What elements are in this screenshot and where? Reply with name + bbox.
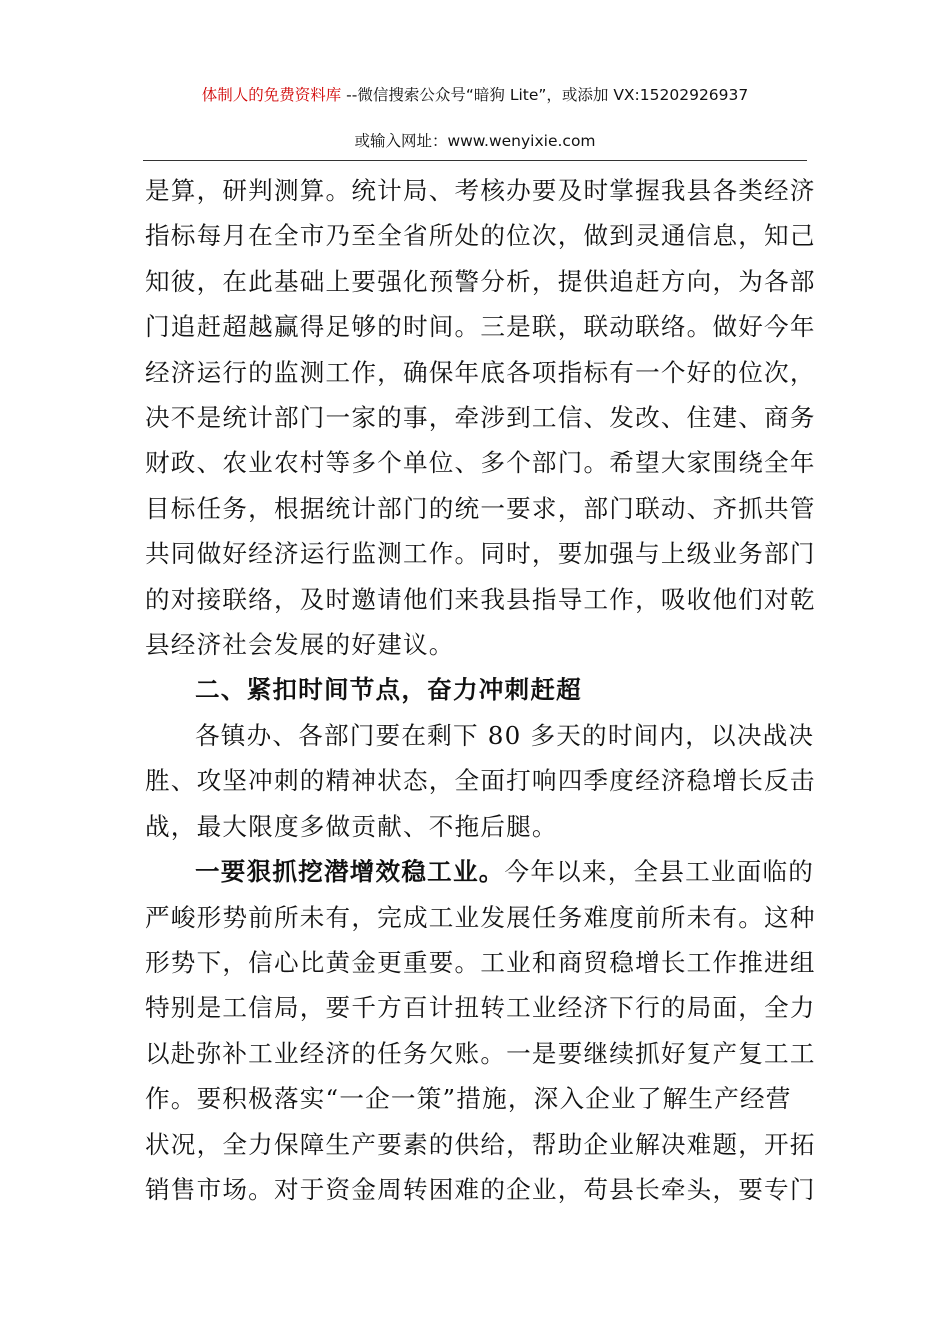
text-line: 以赴弥补工业经济的任务欠账。一是要继续抓好复产复工工 [145, 1038, 816, 1068]
text-line: 形势下，信心比黄金更重要。工业和商贸稳增长工作推进组 [145, 947, 816, 977]
page-header [0, 82, 950, 108]
text-line: 门追赶超越赢得足够的时间。三是联，联动联络。做好今年 [145, 312, 816, 342]
paragraph-2 [145, 713, 816, 849]
text-line: 严峻形势前所未有，完成工业发展任务难度前所未有。这种 [145, 902, 816, 932]
text-line: 是算，研判测算。统计局、考核办要及时掌握我县各类经济 [145, 176, 816, 205]
text-line: 胜、攻坚冲刺的精神状态，全面打响四季度经济稳增长反击 [145, 766, 816, 796]
text-line: 各镇办、各部门要在剩下 80 多天的时间内，以决战决 [195, 720, 815, 750]
section-heading-2: 二、紧扣时间节点，奋力冲刺赶超 [195, 675, 582, 705]
text-line: 特别是工信局，要千方百计扭转工业经济下行的局面，全力 [145, 993, 816, 1023]
text-line: 指标每月在全市乃至全省所处的位次，做到灵通信息，知己 [145, 221, 816, 251]
paragraph-lead: 一要狠抓挖潜增效稳工业。 [195, 857, 505, 887]
text-line: 战，最大限度多做贡献、不拖后腿。 [145, 811, 558, 841]
header-contact: --微信搜索公众号“暗狗 Lite”，或添加 VX:15202926937 [341, 86, 749, 104]
text-line: 共同做好经济运行监测工作。同时，要加强与上级业务部门 [145, 539, 816, 569]
text-run: 今年以来，全县工业面临的 [504, 857, 815, 887]
text-line: 决不是统计部门一家的事，牵涉到工信、发改、住建、商务 [145, 403, 816, 433]
text-line: 经济运行的监测工作，确保年底各项指标有一个好的位次， [145, 357, 816, 387]
paragraph-1 [145, 168, 816, 667]
header-url-line: 或输入网址：www.wenyixie.com [354, 132, 596, 150]
document-body [145, 168, 816, 1212]
text-line: 财政、农业农村等多个单位、多个部门。希望大家围绕全年 [145, 448, 816, 478]
header-divider [143, 160, 807, 161]
text-line [145, 849, 815, 894]
text-line: 状况，全力保障生产要素的供给，帮助企业解决难题，开拓 [145, 1129, 816, 1159]
header-brand: 体制人的免费资料库 [201, 86, 342, 104]
text-line: 的对接联络，及时邀请他们来我县指导工作，吸收他们对乾 [145, 584, 816, 614]
text-line: 县经济社会发展的好建议。 [145, 630, 455, 660]
paragraph-3 [145, 849, 816, 1212]
text-line: 目标任务，根据统计部门的统一要求，部门联动、齐抓共管 [145, 493, 816, 523]
text-line: 作。要积极落实“一企一策”措施，深入企业了解生产经营 [145, 1084, 792, 1114]
text-line: 知彼，在此基础上要强化预警分析，提供追赶方向，为各部 [145, 266, 816, 296]
text-line: 销售市场。对于资金周转困难的企业，苟县长牵头，要专门 [145, 1174, 816, 1204]
